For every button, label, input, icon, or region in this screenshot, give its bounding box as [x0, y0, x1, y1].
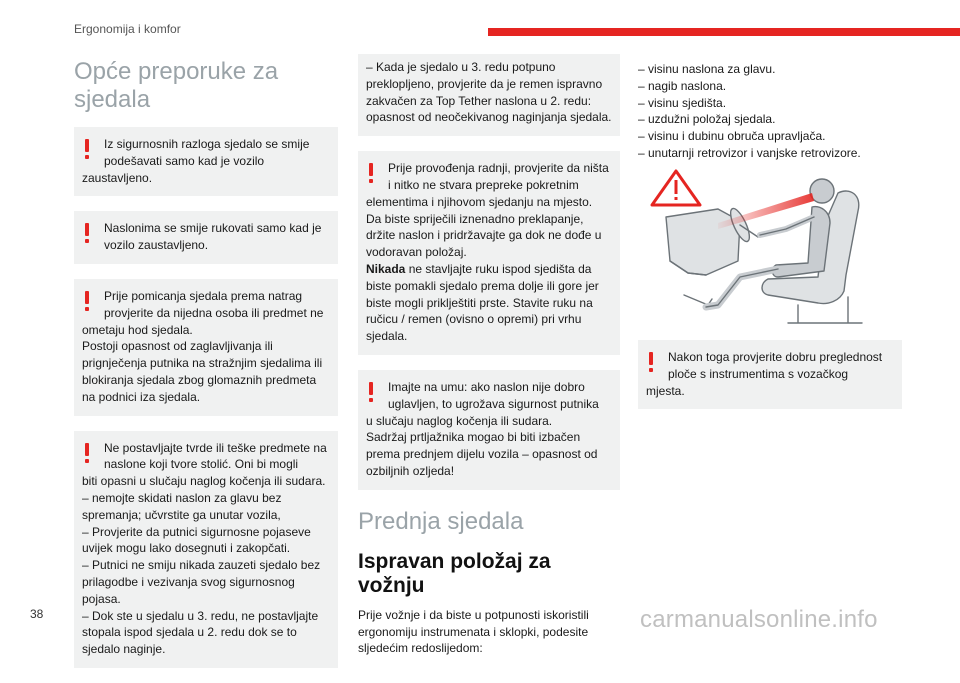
list-item: – visinu sjedišta.	[638, 95, 727, 110]
warning-exclamation-icon	[84, 139, 90, 159]
section-title: Opće preporuke za sjedala	[74, 58, 279, 113]
column-2	[358, 54, 620, 657]
page-number: 38	[30, 607, 44, 621]
watermark: carmanualsonline.info	[640, 606, 878, 633]
warning-text-first: Ne postavljajte tvrde ili teške predmete na naslone koji tvore stolić. Oni bi mogli	[104, 440, 327, 472]
list-item: – uzdužni položaj sjedala.	[638, 112, 776, 127]
warning-exclamation-icon	[84, 291, 90, 311]
intro-paragraph: Prije vožnje i da biste u potpunosti iskoristili ergonomiju instrumenata i sklopki, podesite sljedećim redoslijedom:	[358, 607, 589, 656]
emphasis-word: Nikada	[366, 261, 406, 276]
warning-exclamation-icon	[368, 163, 374, 183]
warning-exclamation-icon	[84, 223, 90, 243]
warning-box	[74, 127, 338, 196]
list-item: – nagib naslona.	[638, 78, 727, 93]
warning-text-emphasis	[366, 261, 612, 345]
warning-exclamation-icon	[368, 382, 374, 402]
warning-text-rest: zaustavljeno.	[82, 170, 153, 185]
driving-position-illustration	[648, 165, 884, 325]
warning-box	[358, 151, 620, 355]
list-item: – visinu naslona za glavu.	[638, 62, 776, 76]
running-header: Ergonomija i komfor	[74, 22, 181, 36]
warning-text-first: Prije provođenja radnji, provjerite da ništa i nitko ne stvara prepreke pokretnim	[388, 161, 609, 192]
header-accent-bar	[488, 28, 960, 36]
warning-exclamation-icon	[84, 443, 90, 463]
column-1	[74, 58, 338, 683]
warning-box	[638, 340, 902, 409]
warning-text-rest: mjesta.	[646, 383, 685, 398]
info-box	[358, 54, 620, 136]
warning-box	[74, 211, 338, 264]
warning-text-first: Imajte na umu: ako naslon nije dobro uglavljen, to ugrožava sigurnost putnika	[388, 379, 599, 411]
info-text: – Kada je sjedalo u 3. redu potpuno preklopljeno, provjerite da je remen ispravno zakvačen za Top Tether naslona u 2. redu: opasnost od neočekivanog naginjanja sjedala.	[366, 60, 612, 125]
column-3	[638, 61, 902, 162]
list-item: – unutarnji retrovizor i vanjske retrovizore.	[638, 145, 861, 160]
warning-box	[358, 370, 620, 490]
warning-box	[74, 431, 338, 668]
warning-exclamation-icon	[648, 352, 654, 372]
warning-text-first: Prije pomicanja sjedala prema natrag provjerite da nijedna osoba ili predmet ne	[104, 288, 324, 320]
column-3-box	[638, 340, 902, 424]
warning-text-rest: elementima i njihovom sjedanju na mjesto. Da biste spriječili iznenadno preklapanje, držite naslon i pridržavajte ga dok ne dođe u vodoravan položaj.	[366, 194, 602, 260]
warning-text-first: Iz sigurnosnih razloga sjedalo se smije podešavati samo kad je vozilo	[104, 137, 310, 168]
warning-text-rest: ometaju hod sjedala. Postoji opasnost od zaglavljivanja ili prignječenja putnika na stražnjim sjedalima ili blokiranja sjedala zbog glomaznih predmeta na podnici iza sjedala.	[82, 322, 323, 404]
warning-text-first: Naslonima se smije rukovati samo kad je vozilo zaustavljeno.	[104, 221, 322, 253]
warning-text-first: Nakon toga provjerite dobru preglednost ploče s instrumentima s vozačkog	[668, 350, 883, 381]
warning-text-tail: ne stavljajte ruku ispod sjedišta da biste pomakli sjedalo prema dolje ili gore jer biste mogli priklještiti prste. Stavite ruku na ručicu / remen (ovisno o opremi) pri vrhu sjedala.	[366, 261, 599, 344]
subsection-title: Ispravan položaj za vožnju	[358, 549, 551, 597]
warning-text-rest: u slučaju naglog kočenja ili sudara. Sadržaj prtljažnika mogao bi biti izbačen prema prednjem dijelu vozila – opasnost od ozbiljnih ozljeda!	[366, 413, 598, 478]
warning-text-rest: biti opasni u slučaju naglog kočenja ili sudara. – nemojte skidati naslon za glavu bez spremanja; učvrstite ga unutar vozila, – Provjerite da putnici sigurnosne pojaseve uvijek mogu lako dosegnuti i zakopčati. – Putnici ne smiju nikada zauzeti sjedalo bez prilagodbe i vezivanja svog sigurnosnog pojasa. – Dok ste u sjedalu u 3. redu, ne postavljajte stopala ispod sjedala u 2. redu dok se to sjedalo naginje.	[82, 474, 326, 657]
list-item: – visinu i dubinu obruča upravljača.	[638, 129, 826, 144]
warning-box	[74, 279, 338, 416]
section-title-front-seats: Prednja sjedala	[358, 507, 524, 535]
warning-triangle-icon	[652, 171, 700, 205]
adjustment-list	[638, 61, 902, 162]
